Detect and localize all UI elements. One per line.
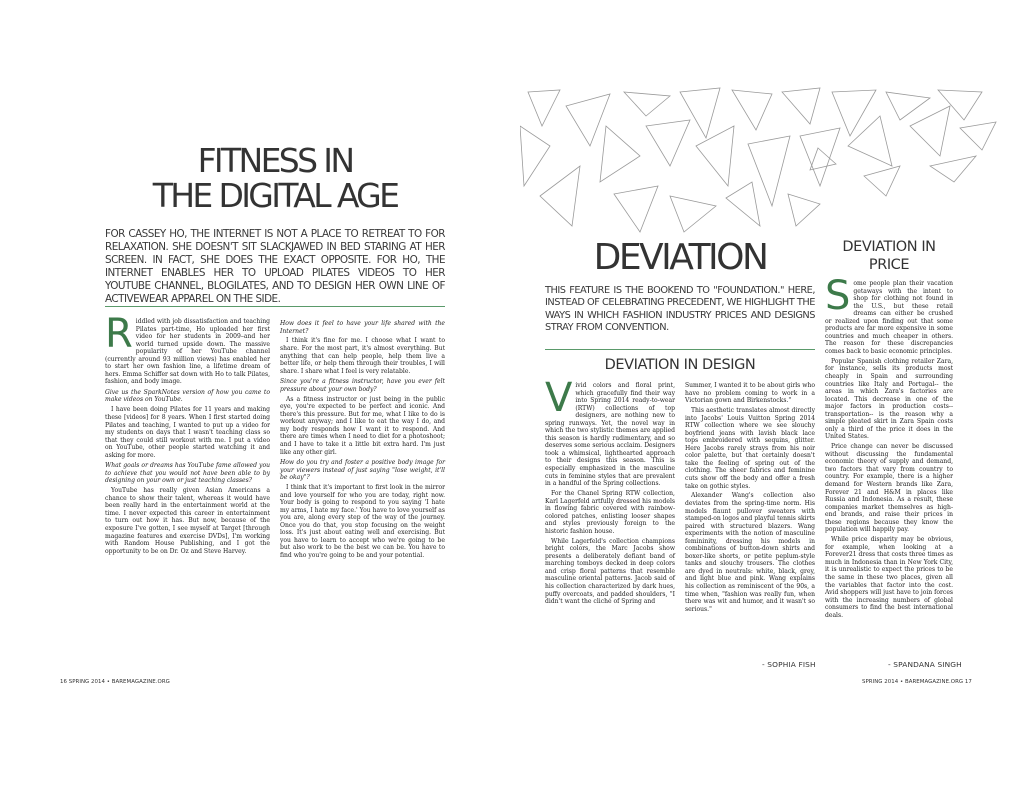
right-title: DEVIATION bbox=[593, 237, 767, 278]
left-col1-para-0: iddled with job dissatisfaction and teaching Pilates part-time, Ho uploaded her first video for her students in 2009–and her world turned upside down. The massive popularity of her YouTube channel (currently around 93 million views) has enabled her to start her own fashion line, a lifetime dream of hers. Emma Schiffer sat down with Ho to talk Pilates, fashion, and body image. bbox=[105, 318, 270, 386]
design-dropcap: V bbox=[545, 375, 573, 421]
left-col2-question-2: Since you're a fitness instructor, have you ever felt pressure about your own body? bbox=[280, 378, 445, 393]
right-rule bbox=[545, 349, 815, 350]
design-col1-para-2: While Lagerfeld's collection champions bright colors, the Marc Jacobs show presents a deliberately defiant band of marching tomboys decked in deep colors and crisp floral patterns that resemble masculine oriental patterns. Jacob said of his collection characterized by dark hues, puffy overcoats, and padded shoulders, "I didn't want the cliché of Spring and bbox=[545, 537, 675, 606]
left-column-1 bbox=[105, 311, 270, 558]
left-col1-question-1: Give us the SparkNotes version of how you came to make videos on YouTube. bbox=[105, 388, 270, 404]
left-rule bbox=[105, 306, 445, 307]
design-byline: - SOPHIA FISH bbox=[762, 660, 816, 669]
left-col2-para-1: I think it's fine for me. I choose what I want to share. For the most part, it's almost everything. But anything that can help people, help them live a better life, or help them through their troubles, I will share. I share what I feel is very relatable. bbox=[280, 337, 445, 375]
left-title bbox=[105, 141, 445, 215]
price-para-1: Popular Spanish clothing retailer Zara, for instance, sells its products most cheaply in Spain and surrounding countries like Italy and Portugal-- the areas in which Zara's factories are located. This decrease in one of the major factors in production costs-- transportation-- is the reason why a simple pleated skirt in Zara Spain costs only a third of the price it does in the United States. bbox=[825, 357, 953, 441]
price-column bbox=[825, 273, 953, 622]
right-deck: THIS FEATURE IS THE BOOKEND TO "FOUNDATION." HERE, INSTEAD OF CELEBRATING PRECEDENT, WE HIGHLIGHT THE WAYS IN WHICH FASHION INDUSTRY PRICES AND DESIGNS STRAY FROM CONVENTION. bbox=[545, 285, 815, 334]
design-col1-para-1: For the Chanel Spring RTW collection, Karl Lagerfeld artfully dressed his models in flowing fabric covered with rainbow-colored patches, enlisting looser shapes and styles previously foreign to the historic fashion house. bbox=[545, 490, 675, 535]
left-col1-para-2: I have been doing Pilates for 11 years and making these [videos] for 8 years. When I first started doing Pilates and teaching, I wanted to put up a video for my students on days that I wasn't teaching class so that they could still workout with me. I put a video on YouTube, other people started watching it and asking for more. bbox=[105, 406, 270, 459]
design-column-2 bbox=[685, 382, 815, 616]
right-folio: SPRING 2014 • BAREMAGAZINE.ORG 17 bbox=[862, 679, 972, 685]
price-dropcap: S bbox=[825, 273, 851, 319]
design-column-1 bbox=[545, 375, 675, 608]
price-para-0: ome people plan their vacation getaways with the intent to shop for clothing not found in the U.S., but these retail dreams can either be crushed or realized upon finding out that some products are far more expensive in some countries and much cheaper in others. The reason for these discrepancies comes back to basic economic principles. bbox=[825, 280, 953, 355]
left-col2-para-3: As a fitness instructor or just being in the public eye, you're expected to be perfect and iconic. And there's this pressure. But for me, what I like to do is workout anyway; and I like to eat the way I do, and my body responds how I want it to respond. And there are times when I need to diet for a photoshoot; and I have to take it a little bit extra hard. I'm just like any other girl. bbox=[280, 395, 445, 456]
design-col2-para-1: This aesthetic translates almost directly into Jacobs' Louis Vuitton Spring 2014 RTW collection where we see slouchy boyfriend jeans with lavish black lace tops embroidered with sequins, glitter. Here Jacobs rarely strays from his noir color palette, but that certainly doesn't take the feeling of spring out of the clothing. The sheer fabrics and feminine cuts show off the body and offer a fresh take on gothic styles. bbox=[685, 407, 815, 490]
left-col1-para-4: YouTube has really given Asian Americans a chance to show their talent, whereas it would have been really hard in the entertainment world at the time. I never expected this career in entertainment to turn out how it has. But now, because of the exposure I've gotten, I see myself at Target [through magazine features and exercise DVDs], I'm working with Random House Publishing, and I got the opportunity to be on Dr. Oz and Steve Harvey. bbox=[105, 487, 270, 555]
price-para-3: While price disparity may be obvious, for example, when looking at a Forever21 dress that costs three times as much in Indonesia than in New York City, it is unrealistic to expect the prices to be the same in these two places, given all the variables that factor into the cost. Avid shoppers will just have to join forces with the increasing numbers of global consumers to find the best international deals. bbox=[825, 536, 953, 619]
design-col2-para-0: Summer, I wanted it to be about girls who have no problem coming to work in a Victorian gown and Birkenstocks." bbox=[685, 382, 815, 405]
left-dropcap: R bbox=[105, 311, 133, 357]
design-heading: DEVIATION IN DESIGN bbox=[604, 357, 756, 373]
price-heading-line2: PRICE bbox=[868, 257, 910, 273]
left-column-2 bbox=[280, 320, 445, 562]
price-byline: - SPANDANA SINGH bbox=[888, 660, 962, 669]
design-col1-para-0: ivid colors and floral print, which gracefully find their way into Spring 2014 ready-to-wear (RTW) collections of top designers, are nothing new to spring runways. Yet, the novel way in which the two stylistic themes are applied this season is hardly rudimentary, and so deserves some serious acclaim. Designers took a whimsical, lighthearted approach to their designs this season. This is especially emphasized in the masculine cuts in feminine styles that are prevalent in a handful of the Spring collections. bbox=[545, 382, 675, 488]
price-heading bbox=[825, 238, 953, 274]
left-col2-question-4: How do you try and foster a positive body image for your viewers instead of just saying "lose weight, it'll be okay"? bbox=[280, 459, 445, 482]
geometric-triangles-artwork bbox=[520, 86, 1000, 236]
price-heading-line1: DEVIATION IN bbox=[842, 239, 936, 255]
left-folio: 16 SPRING 2014 • BAREMAGAZINE.ORG bbox=[60, 679, 170, 685]
price-para-2: Price change can never be discussed without discussing the fundamental economic theory of supply and demand, two factors that vary from country to country. For example, there is a higher demand for Western brands like Zara, Forever 21 and H&M in places like Russia and Indonesia. As a result, these companies market themselves as high-end brands, and raise their prices in these regions because they know the population will happily pay. bbox=[825, 443, 953, 534]
left-title-line1: FITNESS IN bbox=[197, 141, 353, 180]
left-col2-para-5: I think that it's important to first look in the mirror and love yourself for who you are today, right now. Your body is going to respond to you saying 'I hate my arms, I hate my face.' You have to love yourself as you are, along every step of the way of the journey. Once you do that, you stop focusing on the weight loss. It's just about eating well and exercising. But you have to learn to accept who we're going to be but also work to be the best we can be. You have to find who you're going to be and your potential. bbox=[280, 484, 445, 560]
left-col2-question-0: How does it feel to have your life shared with the Internet? bbox=[280, 320, 445, 335]
left-title-line2: THE DIGITAL AGE bbox=[152, 176, 398, 215]
left-deck: FOR CASSEY HO, THE INTERNET IS NOT A PLACE TO RETREAT TO FOR RELAXATION. SHE DOESN'T SIT SLACKJAWED IN BED STARING AT HER SCREEN. IN FACT, SHE DOES THE EXACT OPPOSITE. FOR HO, THE INTERNET ENABLES HER TO UPLOAD PILATES VIDEOS TO HER YOUTUBE CHANNEL, BLOGILATES, AND TO DESIGN HER OWN LINE OF ACTIVEWEAR APPAREL ON THE SIDE. bbox=[105, 228, 445, 305]
left-col1-question-3: What goals or dreams has YouTube fame allowed you to achieve that you would not have been able to by designing on your own or just teaching classes? bbox=[105, 462, 270, 485]
design-col2-para-2: Alexander Wang's collection also deviates from the spring-time norm. His models flaunt pullover sweaters with stamped-on logos and playful tennis skirts paired with structured blazers. Wang experiments with the notion of masculine femininity, dressing his models in combinations of button-down shirts and boxer-like shorts, or petite peplum-style tanks and slouchy trousers. The clothes are dyed in neutrals: white, black, grey, and light blue and pink. Wang explains his collection as reminiscent of the 90s, a time when, "fashion was really fun, when there was wit and humor, and it wasn't so serious." bbox=[685, 492, 815, 613]
